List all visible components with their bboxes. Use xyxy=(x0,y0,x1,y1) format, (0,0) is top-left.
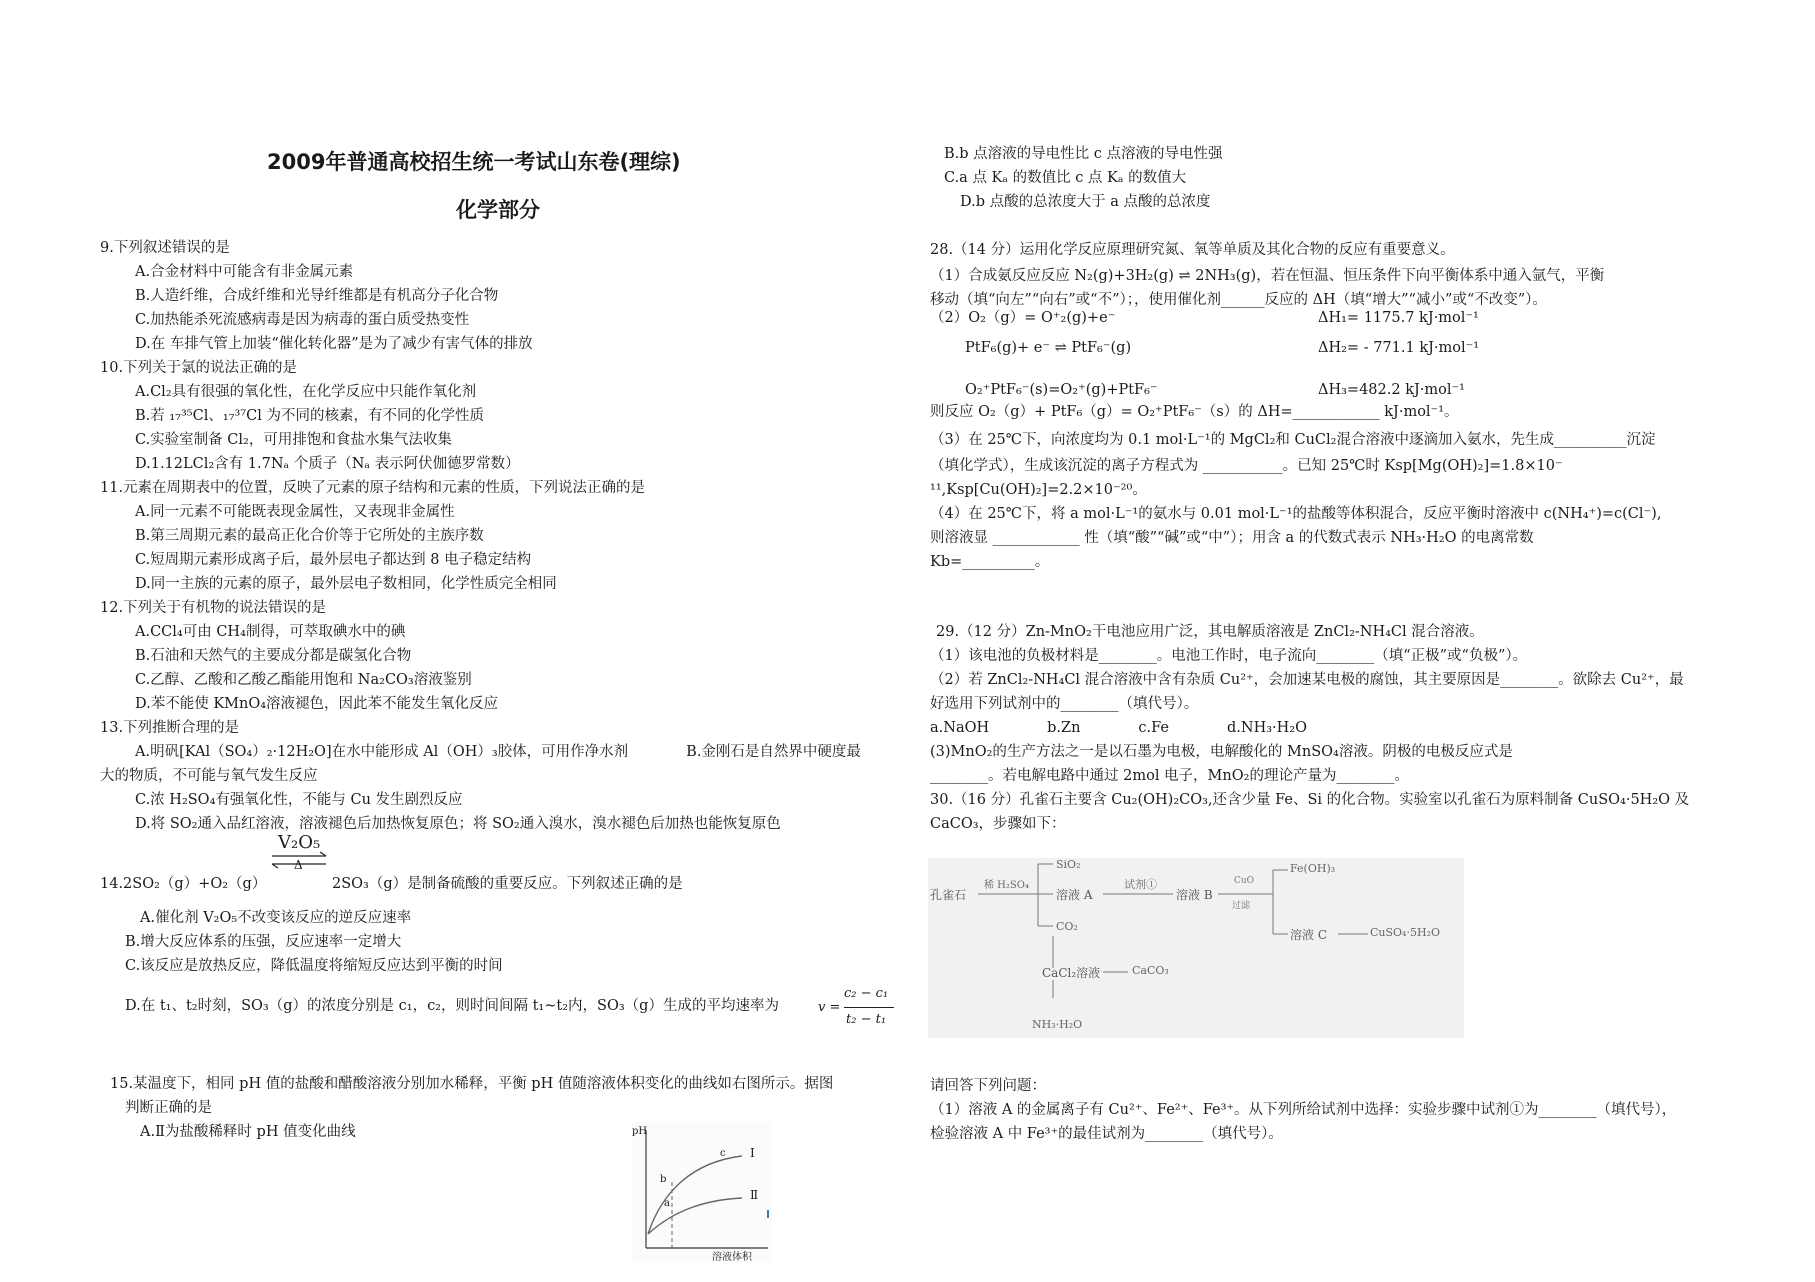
right-text-line: 29.（12 分）Zn-MnO₂干电池应用广泛，其电解质溶液是 ZnCl₂-NH₄Cl 混合溶液。 xyxy=(936,624,1484,640)
graph-point-a: a xyxy=(664,1198,670,1209)
heat-label: Δ xyxy=(294,858,303,872)
graph-point-c: c xyxy=(720,1148,726,1159)
left-text-line: B.若 ₁₇³⁵Cl、₁₇³⁷Cl 为不同的核素，有不同的化学性质 xyxy=(135,408,484,424)
left-text-line: A.Ⅱ为盐酸稀释时 pH 值变化曲线 xyxy=(140,1124,356,1140)
right-text-line: 检验溶液 A 中 Fe³⁺的最佳试剂为________（填代号）。 xyxy=(930,1126,1283,1142)
right-text-line: Kb=__________。 xyxy=(930,554,1050,570)
right-text-line: 28.（14 分）运用化学反应原理研究氮、氧等单质及其化合物的反应有重要意义。 xyxy=(930,242,1455,258)
flow-co2: CO₂ xyxy=(1056,920,1078,933)
flow-feoh: Fe(OH)₃ xyxy=(1290,862,1336,875)
right-text-line: （2）若 ZnCl₂-NH₄Cl 混合溶液中含有杂质 Cu²⁺，会加速某电极的腐蚀，其主要原因是________。欲除去 Cu²⁺，最 xyxy=(930,672,1684,688)
graph-xlabel: 溶液体积 xyxy=(712,1252,752,1263)
left-text-line: A.Cl₂具有很强的氧化性，在化学反应中只能作氧化剂 xyxy=(135,384,477,400)
left-text-line: B.石油和天然气的主要成分都是碳氢化合物 xyxy=(135,648,412,664)
flow-product: CuSO₄·5H₂O xyxy=(1370,926,1440,939)
right-text-line: ΔH₂= - 771.1 kJ·mol⁻¹ xyxy=(1318,340,1480,356)
left-text-line: D.1.12LCl₂含有 1.7Nₐ 个质子（Nₐ 表示阿伏伽德罗常数） xyxy=(135,456,520,472)
right-text-line: 移动（填“向左”“向右”或“不”）；，使用催化剂______反应的 ΔH（填“增大”“减小”或“不改变”）。 xyxy=(930,292,1547,308)
flow-start: 孔雀石 xyxy=(930,888,967,902)
fraction-bar xyxy=(844,1007,894,1008)
left-text-line: C.短周期元素形成离子后，最外层电子都达到 8 电子稳定结构 xyxy=(135,552,532,568)
flow-nh3: NH₃·H₂O xyxy=(1032,1018,1083,1031)
flow-cuo: CuO xyxy=(1234,876,1255,886)
right-text-line: （填化学式），生成该沉淀的离子方程式为 ___________。已知 25℃时 Ksp[Mg(OH)₂]=1.8×10⁻ xyxy=(930,458,1563,474)
left-text-line: 15.某温度下，相同 pH 值的盐酸和醋酸溶液分别加水稀释，平衡 pH 值随溶液体积变化的曲线如右图所示。据图 xyxy=(110,1076,834,1092)
left-text-line: A.明矾[KAl（SO₄）₂·12H₂O]在水中能形成 Al（OH）₃胶体，可用作净水剂 B.金刚石是自然界中硬度最 xyxy=(135,744,861,760)
right-text-line: ¹¹,Ksp[Cu(OH)₂]=2.2×10⁻²⁰。 xyxy=(930,482,1147,498)
left-text-line: D.在 t₁、t₂时刻，SO₃（g）的浓度分别是 c₁，c₂，则时间间隔 t₁~t₂内，SO₃（g）生成的平均速率为 xyxy=(125,998,779,1014)
left-text-line: A.CCl₄可由 CH₄制得，可萃取碘水中的碘 xyxy=(135,624,406,640)
left-text-line: C.乙醇、乙酸和乙酸乙酯能用饱和 Na₂CO₃溶液鉴别 xyxy=(135,672,472,688)
left-text-line: 9.下列叙述错误的是 xyxy=(100,240,230,256)
page-subtitle: 化学部分 xyxy=(456,198,540,222)
left-text-line: 大的物质，不可能与氧气发生反应 xyxy=(100,768,318,784)
right-text-line: ________。若电解电路中通过 2mol 电子，MnO₂的理论产量为________。 xyxy=(930,768,1409,784)
flow-reagent1: 稀 H₂SO₄ xyxy=(984,880,1029,891)
graph-curve1-label: Ⅰ xyxy=(750,1146,755,1160)
left-text-line: 14.2SO₂（g）+O₂（g） xyxy=(100,876,267,892)
left-text-line: 13.下列推断合理的是 xyxy=(100,720,240,736)
flow-sol-b: 溶液 B xyxy=(1176,888,1213,902)
left-text-line: 2SO₃（g）是制备硫酸的重要反应。下列叙述正确的是 xyxy=(332,876,683,892)
ph-dilution-graph xyxy=(632,1122,772,1262)
right-text-line: ΔH₁= 1175.7 kJ·mol⁻¹ xyxy=(1318,310,1479,326)
right-text-line: a.NaOH b.Zn c.Fe d.NH₃·H₂O xyxy=(930,720,1307,736)
flow-cacl2: CaCl₂溶液 xyxy=(1042,966,1101,980)
right-text-line: B.b 点溶液的导电性比 c 点溶液的导电性强 xyxy=(944,146,1223,162)
graph-point-b: b xyxy=(660,1174,667,1185)
right-text-line: (3)MnO₂的生产方法之一是以石墨为电极，电解酸化的 MnSO₄溶液。阴极的电极反应式是 xyxy=(930,744,1513,760)
right-text-line: 则反应 O₂（g）+ PtF₆（g）= O₂⁺PtF₆⁻（s）的 ΔH=____________ kJ·mol⁻¹。 xyxy=(930,404,1459,420)
rate-denominator: t₂ − t₁ xyxy=(846,1012,887,1027)
left-text-line: B.增大反应体系的压强，反应速率一定增大 xyxy=(125,934,402,950)
right-text-line: （1）该电池的负极材料是________。电池工作时，电子流向________（填“正极”或“负极”）。 xyxy=(930,648,1528,664)
left-text-line: 10.下列关于氯的说法正确的是 xyxy=(100,360,298,376)
left-text-line: C.实验室制备 Cl₂，可用排饱和食盐水集气法收集 xyxy=(135,432,452,448)
catalyst-label: V₂O₅ xyxy=(278,832,321,853)
flow-filter: 过滤 xyxy=(1232,901,1251,911)
flow-sol-c: 溶液 C xyxy=(1290,928,1327,942)
flowchart-30 xyxy=(928,858,1464,1038)
reaction-arrow xyxy=(270,832,330,878)
left-text-line: D.在 车排气管上加装“催化转化器”是为了减少有害气体的排放 xyxy=(135,336,533,352)
rate-formula xyxy=(818,986,898,1036)
rate-numerator: c₂ − c₁ xyxy=(844,986,889,1001)
left-text-line: D.苯不能使 KMnO₄溶液褪色，因此苯不能发生氧化反应 xyxy=(135,696,499,712)
right-text-line: O₂⁺PtF₆⁻(s)=O₂⁺(g)+PtF₆⁻ xyxy=(965,382,1158,398)
right-text-line: （4）在 25℃下，将 a mol·L⁻¹的氨水与 0.01 mol·L⁻¹的盐酸等体积混合，反应平衡时溶液中 c(NH₄⁺)=c(Cl⁻), xyxy=(930,506,1662,522)
right-text-line: 30.（16 分）孔雀石主要含 Cu₂(OH)₂CO₃,还含少量 Fe、Si 的化合物。实验室以孔雀石为原料制备 CuSO₄·5H₂O 及 xyxy=(930,792,1690,808)
left-text-line: 11.元素在周期表中的位置，反映了元素的原子结构和元素的性质，下列说法正确的是 xyxy=(100,480,646,496)
right-text-line: （1）合成氨反应反应 N₂(g)+3H₂(g) ⇌ 2NH₃(g)，若在恒温、恒压条件下向平衡体系中通入氩气，平衡 xyxy=(930,268,1605,284)
flow-reagent-step: 试剂① xyxy=(1124,878,1157,891)
left-text-line: 判断正确的是 xyxy=(125,1100,212,1116)
flow-sol-a: 溶液 A xyxy=(1056,888,1093,902)
right-text-line: ΔH₃=482.2 kJ·mol⁻¹ xyxy=(1318,382,1465,398)
flow-caco3: CaCO₃ xyxy=(1132,964,1169,977)
right-text-line: （2）O₂（g）= O⁺₂(g)+e⁻ xyxy=(930,310,1116,326)
right-text-line: 好选用下列试剂中的________（填代号）。 xyxy=(930,696,1199,712)
right-text-line: 请回答下列问题： xyxy=(930,1078,1046,1094)
right-text-line: CaCO₃，步骤如下： xyxy=(930,816,1066,832)
left-text-line: B.人造纤维，合成纤维和光导纤维都是有机高分子化合物 xyxy=(135,288,499,304)
right-text-line: 则溶液显 ____________ 性（填“酸”“碱”或“中”）；用含 a 的代数式表示 NH₃·H₂O 的电离常数 xyxy=(930,530,1534,546)
left-text-line: A.同一元素不可能既表现金属性，又表现非金属性 xyxy=(135,504,455,520)
page-title: 2009年普通高校招生统一考试山东卷(理综) xyxy=(267,150,681,174)
left-text-line: A.合金材料中可能含有非金属元素 xyxy=(135,264,354,280)
left-text-line: C.加热能杀死流感病毒是因为病毒的蛋白质受热变性 xyxy=(135,312,470,328)
right-text-line: （1）溶液 A 的金属离子有 Cu²⁺、Fe²⁺、Fe³⁺。从下列所给试剂中选择：实验步骤中试剂①为________（填代号）， xyxy=(930,1102,1677,1118)
graph-ylabel: pH xyxy=(632,1126,648,1137)
left-text-line: D.同一主族的元素的原子，最外层电子数相同，化学性质完全相同 xyxy=(135,576,557,592)
flow-sio2: SiO₂ xyxy=(1056,858,1081,871)
left-text-line: C.该反应是放热反应，降低温度将缩短反应达到平衡的时间 xyxy=(125,958,503,974)
left-text-line: C.浓 H₂SO₄有强氧化性，不能与 Cu 发生剧烈反应 xyxy=(135,792,463,808)
right-text-line: PtF₆(g)+ e⁻ ⇌ PtF₆⁻(g) xyxy=(965,340,1132,356)
left-text-line: A.催化剂 V₂O₅不改变该反应的逆反应速率 xyxy=(140,910,412,926)
left-text-line: 12.下列关于有机物的说法错误的是 xyxy=(100,600,327,616)
graph-curve2-label: Ⅱ xyxy=(750,1188,759,1202)
left-text-line: D.将 SO₂通入品红溶液，溶液褪色后加热恢复原色；将 SO₂通入溴水，溴水褪色后加热也能恢复原色 xyxy=(135,816,781,832)
right-text-line: （3）在 25℃下，向浓度均为 0.1 mol·L⁻¹的 MgCl₂和 CuCl₂混合溶液中逐滴加入氨水，先生成__________沉淀 xyxy=(930,432,1656,448)
left-text-line: B.第三周期元素的最高正化合价等于它所处的主族序数 xyxy=(135,528,484,544)
right-text-line: D.b 点酸的总浓度大于 a 点酸的总浓度 xyxy=(960,194,1211,210)
rate-v: v = xyxy=(818,1000,841,1015)
right-text-line: C.a 点 Kₐ 的数值比 c 点 Kₐ 的数值大 xyxy=(944,170,1187,186)
